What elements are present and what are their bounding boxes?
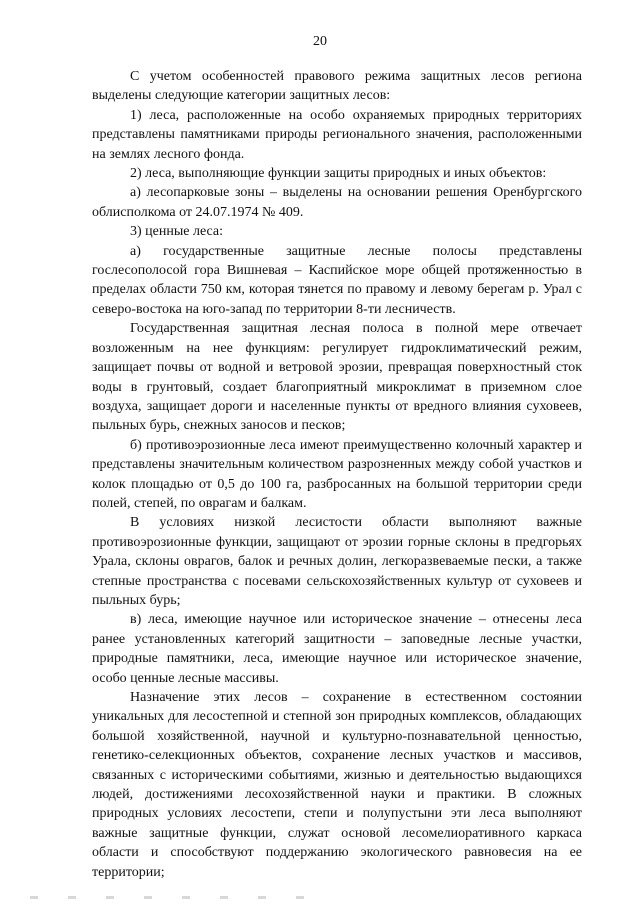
- paragraph-low-forest-cover: В условиях низкой лесистости области выполняют важные противоэрозионные функции, защищают от эрозии горные склоны в предгорьях Урала, склоны оврагов, балок и речных долин, легкоразвеваемые пески, а также степные пространства с посевами сельскохозяйственных культур от суховеев и пыльных бурь;: [92, 515, 582, 608]
- scan-artifact-divider: [30, 896, 330, 899]
- paragraph-category-1: 1) леса, расположенные на особо охраняемых природных территориях представлены памятниками природы регионального значения, расположенными на землях лесного фонда.: [92, 107, 582, 162]
- paragraph-protective-strips: а) государственные защитные лесные полосы представлены гослесополосой гора Вишневая – Каспийское море общей протяженностью в пределах области 750 км, которая тянется по правому и левому берегам р. Урал с северо-востока на юго-запад по территории 8-ти лесничеств.: [92, 243, 582, 317]
- paragraph-state-strip-functions: Государственная защитная лесная полоса в полной мере отвечает возложенным на нее функциям: регулирует гидроклиматический режим, защищает почвы от водной и ветровой эрозии, превращая поверхностный сток воды в грунтовый, создает благоприятный микроклимат в приземном слое воздуха, защищает дороги и населенные пункты от вредного влияния суховеев, пыльных бурь, снежных заносов и песков;: [92, 321, 582, 434]
- paragraph-scientific-historical: в) леса, имеющие научное или историческое значение – отнесены леса ранее установленных категорий защитности – заповедные лесные участки, природные памятники, леса, имеющие научное или историческое значение, особо ценные лесные массивы.: [92, 612, 582, 686]
- paragraph-category-2: 2) леса, выполняющие функции защиты природных и иных объектов:: [130, 166, 547, 182]
- paragraph-forest-park-zones: а) лесопарковые зоны – выделены на основании решения Оренбургского облисполкома от 24.07.1974 № 409.: [92, 185, 582, 220]
- paragraph-anti-erosion-forests: б) противоэрозионные леса имеют преимущественно колочный характер и представлены значительным количеством разрозненных между собой участков и колок площадью от 0,5 до 100 га, разбросанных на большой территории среди полей, степей, по оврагам и балкам.: [92, 437, 582, 511]
- document-body: [92, 67, 582, 882]
- paragraph-category-3: 3) ценные леса:: [130, 224, 224, 240]
- paragraph-intro: С учетом особенностей правового режима защитных лесов региона выделены следующие категории защитных лесов:: [92, 69, 582, 104]
- page-number: 20: [313, 34, 327, 49]
- paragraph-purpose: Назначение этих лесов – сохранение в естественном состоянии уникальных для лесостепной и степной зон природных комплексов, обладающих большой хозяйственной, научной и культурно-познавательной ценностью, генетико-селекционных объектов, сохранение лесных участков и массивов, связанных с историческими событиями, жизнью и деятельностью выдающихся людей, достижениями лесохозяйственной науки и практики. В сложных природных условиях лесостепи, степи и полупустыни эти леса выполняют важные защитные функции, служат основой лесомелиоративного каркаса области и способствуют поддержанию экологического равновесия на ее территории;: [92, 690, 582, 880]
